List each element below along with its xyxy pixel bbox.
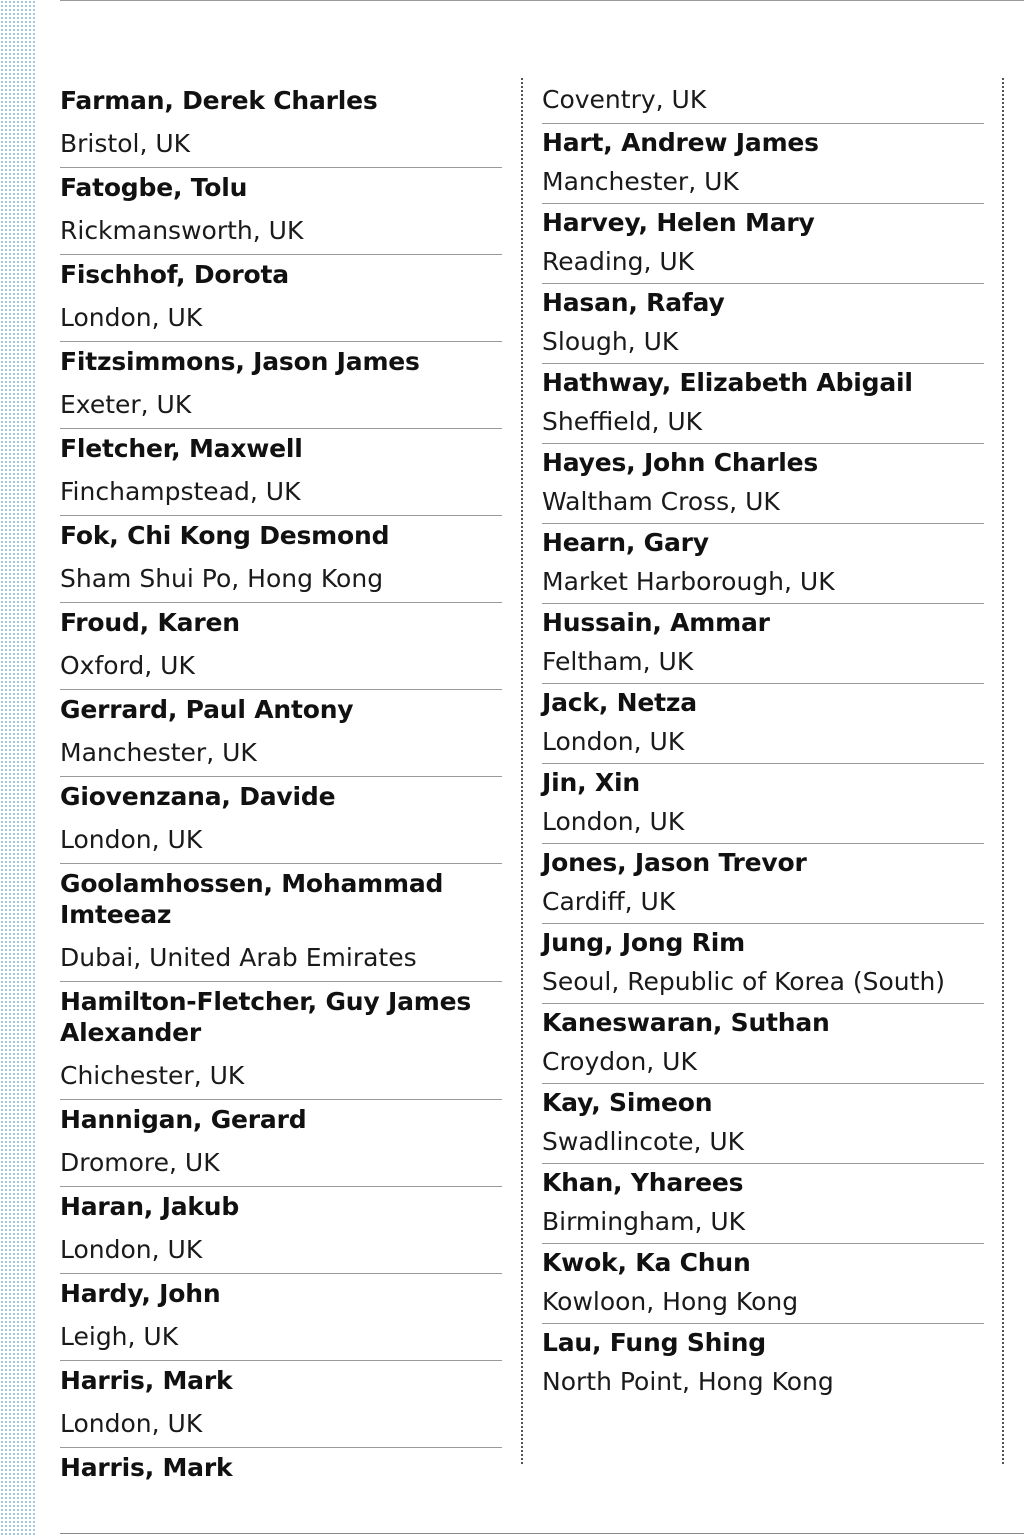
entry-location: Manchester, UK xyxy=(542,167,739,196)
entry-name: Jones, Jason Trevor xyxy=(542,848,807,877)
top-rule xyxy=(60,0,1024,1)
entry-location: Cardiff, UK xyxy=(542,887,676,916)
list-item xyxy=(60,1448,502,1483)
entry-location: Chichester, UK xyxy=(60,1061,245,1090)
list-item xyxy=(542,80,984,124)
entry-location: Finchampstead, UK xyxy=(60,477,301,506)
entry-name: Farman, Derek Charles xyxy=(60,86,378,115)
entry-name: Jin, Xin xyxy=(542,768,640,797)
entry-location: London, UK xyxy=(60,303,203,332)
entry-location: Kowloon, Hong Kong xyxy=(542,1287,799,1316)
right-column xyxy=(542,80,984,1403)
entry-name: Kaneswaran, Suthan xyxy=(542,1008,830,1037)
entry-name: Hearn, Gary xyxy=(542,528,709,557)
list-item xyxy=(60,516,502,603)
entry-name: Jung, Jong Rim xyxy=(542,928,745,957)
entry-location: Reading, UK xyxy=(542,247,695,276)
entry-location: Exeter, UK xyxy=(60,390,192,419)
list-item xyxy=(60,1361,502,1448)
list-item xyxy=(542,844,984,924)
entry-name: Fischhof, Dorota xyxy=(60,260,289,289)
entry-name: Fitzsimmons, Jason James xyxy=(60,347,420,376)
entry-location: Dromore, UK xyxy=(60,1148,220,1177)
list-item xyxy=(542,524,984,604)
entry-name: Froud, Karen xyxy=(60,608,240,637)
entry-name: Harvey, Helen Mary xyxy=(542,208,815,237)
entry-location: London, UK xyxy=(60,1409,203,1438)
list-item xyxy=(60,168,502,255)
decorative-dot-strip xyxy=(0,0,36,1536)
list-item xyxy=(542,604,984,684)
list-item xyxy=(542,764,984,844)
list-item xyxy=(542,1244,984,1324)
list-item xyxy=(542,924,984,1004)
entry-name: Haran, Jakub xyxy=(60,1192,240,1221)
list-item xyxy=(542,444,984,524)
list-item xyxy=(542,364,984,444)
entry-location: Manchester, UK xyxy=(60,738,257,767)
entry-location: London, UK xyxy=(542,727,685,756)
entry-location: Croydon, UK xyxy=(542,1047,697,1076)
entry-name: Hannigan, Gerard xyxy=(60,1105,307,1134)
list-item xyxy=(60,342,502,429)
entry-name: Jack, Netza xyxy=(542,688,697,717)
entry-location: Swadlincote, UK xyxy=(542,1127,745,1156)
entry-location: Sham Shui Po, Hong Kong xyxy=(60,564,384,593)
entry-location: Bristol, UK xyxy=(60,129,191,158)
entry-location: London, UK xyxy=(60,825,203,854)
entry-name: Hathway, Elizabeth Abigail xyxy=(542,368,913,397)
entry-location: Seoul, Republic of Korea (South) xyxy=(542,967,946,996)
entry-name: Harris, Mark xyxy=(60,1366,233,1395)
entry-name: Goolamhossen, Mohammad Imteeaz xyxy=(60,869,444,929)
column-divider xyxy=(521,78,523,1464)
entry-name: Fok, Chi Kong Desmond xyxy=(60,521,390,550)
entry-name: Fatogbe, Tolu xyxy=(60,173,248,202)
entry-location: Rickmansworth, UK xyxy=(60,216,304,245)
list-item xyxy=(542,1084,984,1164)
entry-name: Giovenzana, Davide xyxy=(60,782,336,811)
bottom-rule xyxy=(60,1533,1024,1534)
entry-name: Hamilton-Fletcher, Guy James Alexander xyxy=(60,987,472,1047)
entry-name: Hart, Andrew James xyxy=(542,128,819,157)
entry-location: Dubai, United Arab Emirates xyxy=(60,943,417,972)
entry-location: Waltham Cross, UK xyxy=(542,487,780,516)
entry-location: North Point, Hong Kong xyxy=(542,1367,834,1396)
entry-name: Gerrard, Paul Antony xyxy=(60,695,354,724)
list-item xyxy=(60,690,502,777)
entry-location: Slough, UK xyxy=(542,327,679,356)
entry-location: Sheffield, UK xyxy=(542,407,703,436)
list-item xyxy=(60,777,502,864)
entry-name: Hussain, Ammar xyxy=(542,608,770,637)
list-item xyxy=(542,124,984,204)
entry-name: Hasan, Rafay xyxy=(542,288,725,317)
entry-name: Harris, Mark xyxy=(60,1453,233,1482)
list-item xyxy=(542,684,984,764)
list-item xyxy=(60,429,502,516)
entry-location: Feltham, UK xyxy=(542,647,694,676)
list-item xyxy=(60,1274,502,1361)
entry-name: Hardy, John xyxy=(60,1279,221,1308)
entry-location: Market Harborough, UK xyxy=(542,567,835,596)
entry-name: Kay, Simeon xyxy=(542,1088,713,1117)
entry-location: Leigh, UK xyxy=(60,1322,179,1351)
entry-location: London, UK xyxy=(60,1235,203,1264)
entry-name: Kwok, Ka Chun xyxy=(542,1248,751,1277)
list-item xyxy=(60,864,502,982)
list-item xyxy=(542,1004,984,1084)
left-column xyxy=(60,81,502,1483)
list-item xyxy=(60,1100,502,1187)
entry-location: Coventry, UK xyxy=(542,85,707,114)
list-item xyxy=(60,603,502,690)
list-item xyxy=(60,1187,502,1274)
list-item xyxy=(60,982,502,1100)
entry-name: Hayes, John Charles xyxy=(542,448,819,477)
list-item xyxy=(542,1324,984,1403)
entry-location: Birmingham, UK xyxy=(542,1207,746,1236)
right-edge-divider xyxy=(1002,78,1004,1464)
list-item xyxy=(60,255,502,342)
list-item xyxy=(542,1164,984,1244)
entry-name: Khan, Yharees xyxy=(542,1168,744,1197)
list-item xyxy=(60,81,502,168)
entry-location: London, UK xyxy=(542,807,685,836)
entry-location: Oxford, UK xyxy=(60,651,195,680)
list-item xyxy=(542,284,984,364)
entry-name: Lau, Fung Shing xyxy=(542,1328,766,1357)
list-item xyxy=(542,204,984,284)
entry-name: Fletcher, Maxwell xyxy=(60,434,303,463)
